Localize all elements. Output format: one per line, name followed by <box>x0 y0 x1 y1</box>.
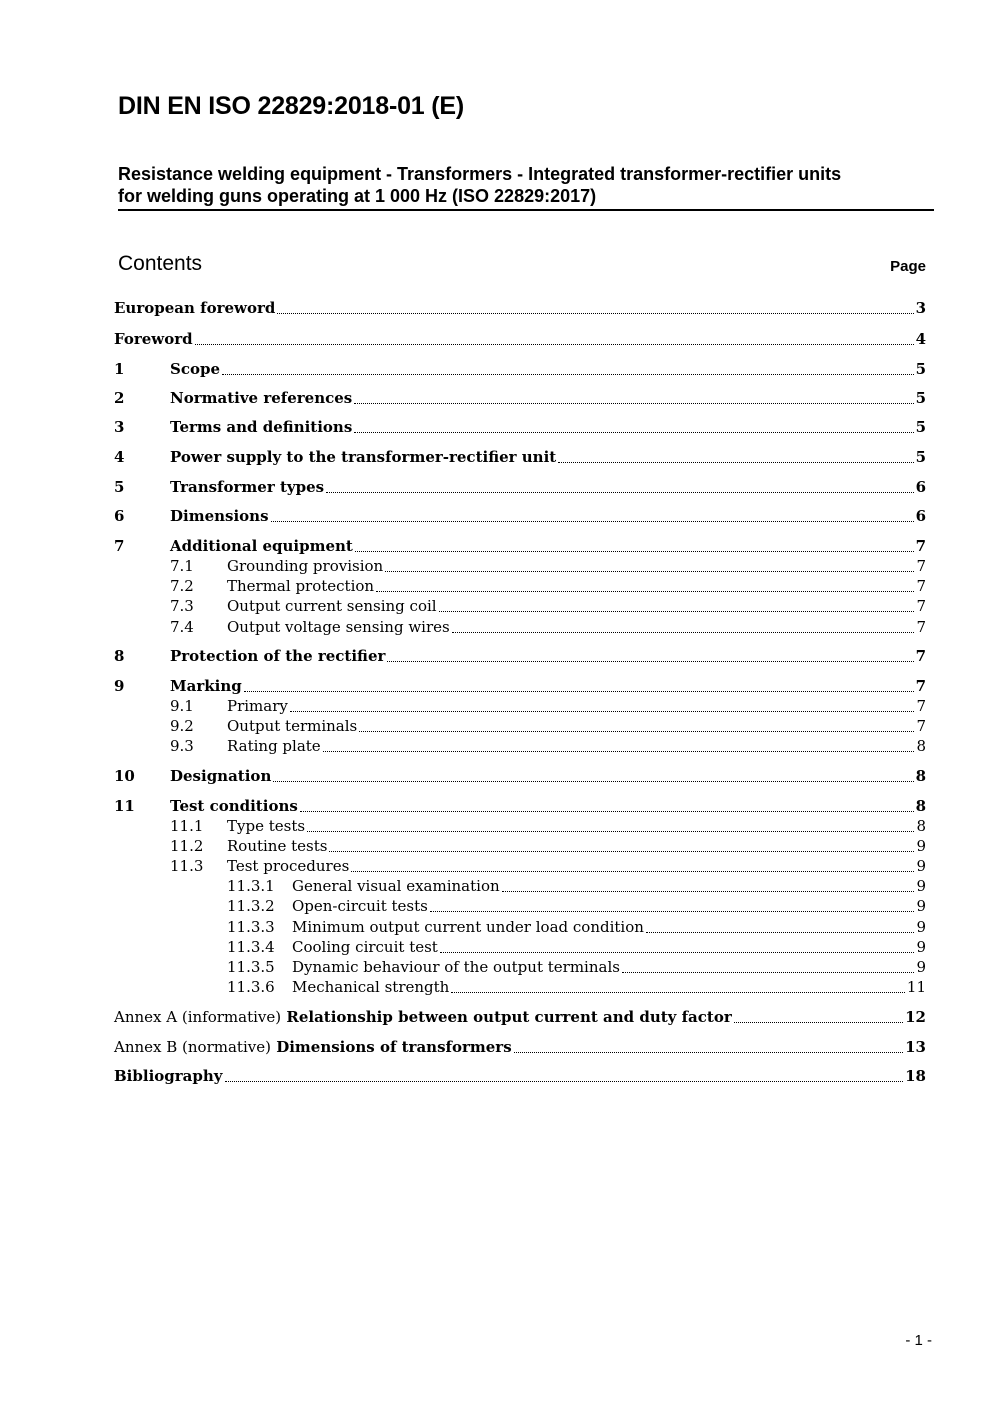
toc-entry-11-3-5[interactable] <box>114 957 926 977</box>
toc-entry-4[interactable] <box>114 447 926 467</box>
toc-entry-9[interactable] <box>114 676 926 696</box>
toc-page: 7 <box>916 597 926 615</box>
toc-entry-annex-a[interactable] <box>114 1007 926 1027</box>
toc-title: Bibliography <box>114 1067 223 1085</box>
page-number: - 1 - <box>905 1332 932 1349</box>
toc-leader-dots <box>734 1022 903 1023</box>
toc-number: 11.3.6 <box>227 978 275 996</box>
toc-entry-6[interactable] <box>114 506 926 526</box>
toc-title: Normative references <box>170 389 353 407</box>
toc-page: 7 <box>916 717 926 735</box>
toc-leader-dots <box>376 591 914 592</box>
toc-title: Additional equipment <box>170 537 353 555</box>
toc-page: 8 <box>915 797 926 815</box>
toc-leader-dots <box>277 313 913 314</box>
toc-entry-2[interactable] <box>114 388 926 408</box>
toc-number: 7.3 <box>170 597 194 615</box>
toc-entry-8[interactable] <box>114 646 926 666</box>
toc-number: 2 <box>114 389 125 407</box>
toc-leader-dots <box>307 831 914 832</box>
toc-entry-1[interactable] <box>114 359 926 379</box>
toc-entry-9-3[interactable] <box>114 736 926 756</box>
page-column-label: Page <box>890 258 926 275</box>
toc-entry-11-3-3[interactable] <box>114 917 926 937</box>
toc-page: 13 <box>905 1038 926 1056</box>
toc-title: Transformer types <box>170 478 325 496</box>
toc-number: 4 <box>114 448 125 466</box>
toc-page: 4 <box>915 330 926 348</box>
toc-page: 8 <box>916 817 926 835</box>
toc-title: Scope <box>170 360 221 378</box>
toc-leader-dots <box>387 661 913 662</box>
toc-page: 9 <box>916 918 926 936</box>
toc-leader-dots <box>326 492 913 493</box>
toc-number: 11.3.1 <box>227 877 275 895</box>
toc-page: 9 <box>916 897 926 915</box>
toc-leader-dots <box>355 551 914 552</box>
toc-leader-dots <box>195 344 914 345</box>
toc-entry-11-3-6[interactable] <box>114 977 926 997</box>
toc-page: 9 <box>916 938 926 956</box>
toc-number: 11.1 <box>170 817 204 835</box>
toc-page: 5 <box>915 360 926 378</box>
toc-entry-11-3[interactable] <box>114 856 926 876</box>
toc-annex-title: Dimensions of transformers <box>276 1038 512 1056</box>
toc-leader-dots <box>558 462 913 463</box>
toc-page: 7 <box>916 577 926 595</box>
toc-number: 11 <box>114 797 135 815</box>
toc-title: Foreword <box>114 330 193 348</box>
toc-number: 9 <box>114 677 125 695</box>
toc-number: 9.1 <box>170 697 194 715</box>
toc-number: 10 <box>114 767 135 785</box>
toc-page: 7 <box>915 677 926 695</box>
toc-page: 5 <box>915 418 926 436</box>
toc-title: Thermal protection <box>227 577 375 595</box>
toc-entry-5[interactable] <box>114 477 926 497</box>
toc-entry-11[interactable] <box>114 796 926 816</box>
toc-leader-dots <box>290 711 915 712</box>
toc-entry-11-1[interactable] <box>114 816 926 836</box>
toc-title: Protection of the rectifier <box>170 647 386 665</box>
toc-number: 1 <box>114 360 125 378</box>
toc-number: 7.2 <box>170 577 194 595</box>
toc-page: 7 <box>915 647 926 665</box>
toc-title: Primary <box>227 697 288 715</box>
toc-title: Dimensions <box>170 507 269 525</box>
toc-entry-3[interactable] <box>114 417 926 437</box>
toc-page: 7 <box>916 618 926 636</box>
toc-number: 9.2 <box>170 717 194 735</box>
toc-title <box>114 1037 512 1057</box>
document-id: DIN EN ISO 22829:2018-01 (E) <box>118 92 464 120</box>
toc-page: 11 <box>906 978 926 996</box>
toc-title: Marking <box>170 677 242 695</box>
toc-title: Routine tests <box>227 837 328 855</box>
toc-leader-dots <box>385 571 914 572</box>
toc-entry-11-3-2[interactable] <box>114 896 926 916</box>
toc-entry-7-3[interactable] <box>114 596 926 616</box>
toc-page: 18 <box>905 1067 926 1085</box>
toc-number: 3 <box>114 418 125 436</box>
toc-entry-bibliography[interactable] <box>114 1066 926 1086</box>
toc-page: 8 <box>915 767 926 785</box>
toc-number: 8 <box>114 647 125 665</box>
toc-number: 7.4 <box>170 618 194 636</box>
toc-title: Grounding provision <box>227 557 384 575</box>
toc-title: Minimum output current under load condition <box>292 918 644 936</box>
toc-page: 9 <box>916 877 926 895</box>
toc-leader-dots <box>646 932 915 933</box>
toc-number: 6 <box>114 507 125 525</box>
toc-page: 7 <box>916 697 926 715</box>
toc-number: 5 <box>114 478 125 496</box>
toc-number: 11.3.4 <box>227 938 275 956</box>
toc-leader-dots <box>354 432 913 433</box>
toc-number: 7 <box>114 537 125 555</box>
toc-annex-prefix: Annex B (normative) <box>114 1038 271 1056</box>
toc-leader-dots <box>439 611 915 612</box>
toc-entry-7-1[interactable] <box>114 556 926 576</box>
toc-title: Power supply to the transformer-rectifier unit <box>170 448 557 466</box>
toc-entry-7-2[interactable] <box>114 576 926 596</box>
toc-annex-title: Relationship between output current and duty factor <box>286 1008 732 1026</box>
toc-number: 11.3 <box>170 857 204 875</box>
toc-title <box>114 1007 732 1027</box>
toc-leader-dots <box>354 403 913 404</box>
toc-title: Cooling circuit test <box>292 938 438 956</box>
toc-title: General visual examination <box>292 877 500 895</box>
toc-leader-dots <box>502 891 915 892</box>
toc-leader-dots <box>359 731 914 732</box>
toc-entry-11-3-1[interactable] <box>114 876 926 896</box>
toc-title: Dynamic behaviour of the output terminals <box>292 958 620 976</box>
toc-page: 9 <box>916 958 926 976</box>
toc-page: 8 <box>916 737 926 755</box>
toc-entry-11-3-4[interactable] <box>114 937 926 957</box>
toc-leader-dots <box>300 811 914 812</box>
toc-entry-10[interactable] <box>114 766 926 786</box>
toc-entry-annex-b[interactable] <box>114 1037 926 1057</box>
toc-title: Designation <box>170 767 272 785</box>
toc-page: 5 <box>915 448 926 466</box>
toc-number: 11.3.5 <box>227 958 275 976</box>
toc-leader-dots <box>514 1052 903 1053</box>
toc-entry-11-2[interactable] <box>114 836 926 856</box>
toc-page: 12 <box>905 1008 926 1026</box>
toc-title: Output current sensing coil <box>227 597 437 615</box>
toc-title: European foreword <box>114 299 276 317</box>
toc-page: 7 <box>916 557 926 575</box>
toc-title: Test conditions <box>170 797 298 815</box>
document-title <box>118 163 934 211</box>
toc-entry-foreword[interactable] <box>114 329 926 349</box>
document-title-line-1: Resistance welding equipment - Transformers - Integrated transformer-rectifier units <box>118 164 842 184</box>
toc-title: Open-circuit tests <box>292 897 428 915</box>
toc-number: 11.2 <box>170 837 204 855</box>
toc-leader-dots <box>225 1081 904 1082</box>
toc-leader-dots <box>451 992 905 993</box>
toc-leader-dots <box>440 952 915 953</box>
toc-leader-dots <box>430 911 915 912</box>
toc-leader-dots <box>273 781 913 782</box>
toc-entry-9-2[interactable] <box>114 716 926 736</box>
toc-title: Output terminals <box>227 717 358 735</box>
toc-title: Terms and definitions <box>170 418 353 436</box>
toc-page: 9 <box>916 837 926 855</box>
toc-title: Output voltage sensing wires <box>227 618 450 636</box>
toc-entry-7-4[interactable] <box>114 617 926 637</box>
toc-page: 5 <box>915 389 926 407</box>
toc-leader-dots <box>323 751 915 752</box>
toc-number: 11.3.2 <box>227 897 275 915</box>
toc-title: Test procedures <box>227 857 350 875</box>
toc-leader-dots <box>329 851 914 852</box>
toc-page: 6 <box>915 478 926 496</box>
document-title-line-2: for welding guns operating at 1 000 Hz (ISO 22829:2017) <box>118 186 597 206</box>
contents-heading: Contents <box>118 252 203 275</box>
toc-number: 11.3.3 <box>227 918 275 936</box>
toc-leader-dots <box>351 871 914 872</box>
toc-leader-dots <box>622 972 915 973</box>
toc-title: Type tests <box>227 817 306 835</box>
toc-title: Mechanical strength <box>292 978 450 996</box>
toc-annex-prefix: Annex A (informative) <box>114 1008 282 1026</box>
toc-page: 9 <box>916 857 926 875</box>
toc-page: 6 <box>915 507 926 525</box>
toc-leader-dots <box>244 691 914 692</box>
toc-number: 9.3 <box>170 737 194 755</box>
toc-entry-european-foreword[interactable] <box>114 298 926 318</box>
toc-title: Rating plate <box>227 737 321 755</box>
toc-page: 7 <box>915 537 926 555</box>
toc-leader-dots <box>222 374 914 375</box>
toc-leader-dots <box>452 632 915 633</box>
toc-entry-7[interactable] <box>114 536 926 556</box>
toc-page: 3 <box>915 299 926 317</box>
toc-entry-9-1[interactable] <box>114 696 926 716</box>
toc-leader-dots <box>271 521 914 522</box>
toc-number: 7.1 <box>170 557 194 575</box>
